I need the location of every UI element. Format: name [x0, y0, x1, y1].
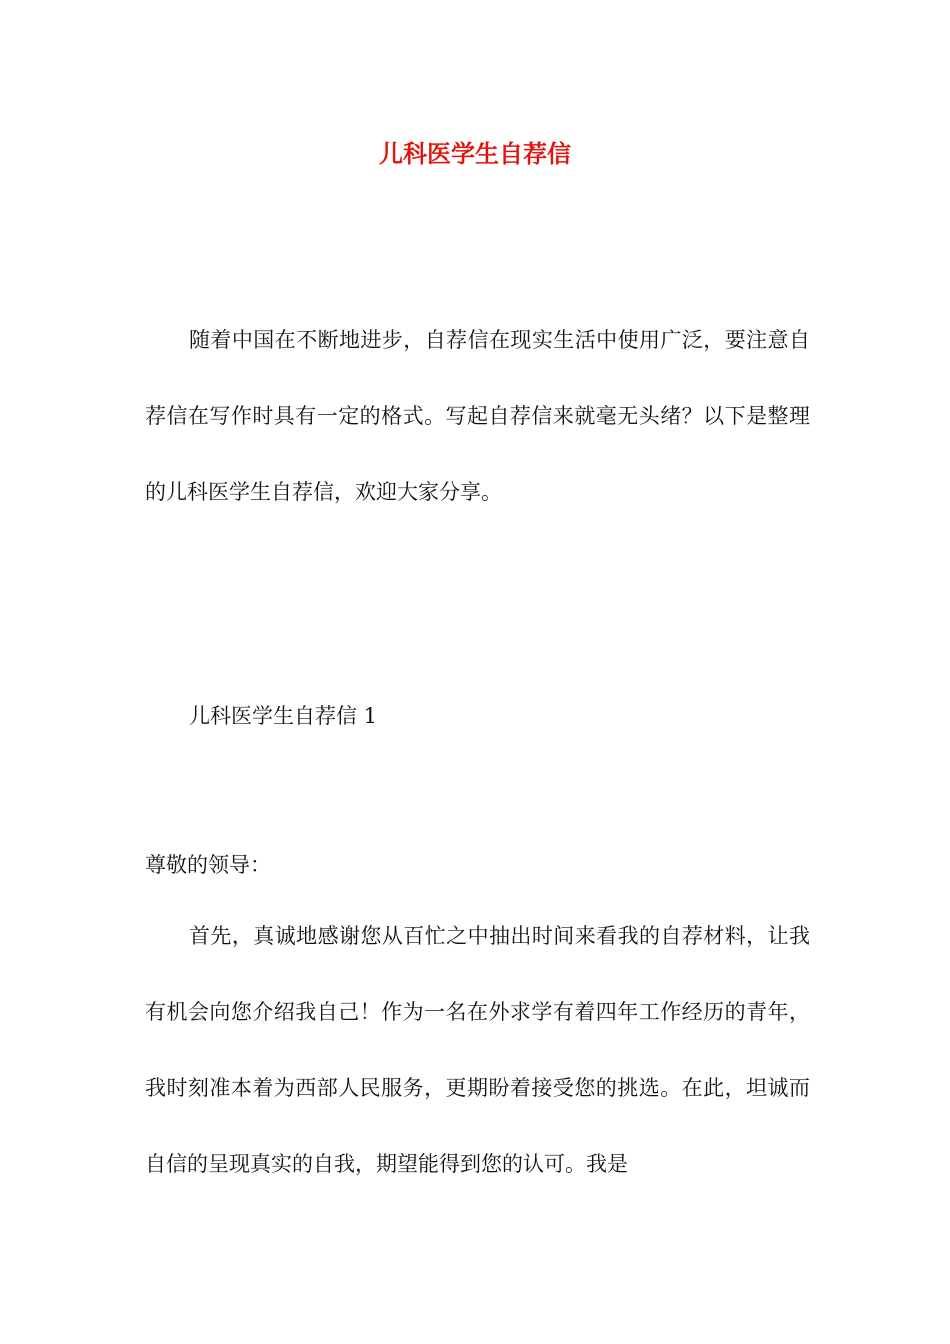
- document-title: 儿科医学生自荐信: [379, 140, 571, 168]
- section-heading: 儿科医学生自荐信 1: [189, 704, 378, 728]
- salutation: 尊敬的领导：: [145, 853, 271, 877]
- intro-paragraph: 随着中国在不断地进步，自荐信在现实生活中使用广泛，要注意自荐信在写作时具有一定的格式。写起自荐信来就毫无头绪？以下是整理的儿科医学生自荐信，欢迎大家分享。: [145, 328, 810, 504]
- body-paragraph: 首先，真诚地感谢您从百忙之中抽出时间来看我的自荐材料，让我有机会向您介绍我自己！作为一名在外求学有着四年工作经历的青年，我时刻准本着为西部人民服务，更期盼着接受您的挑选。在此，坦诚而自信的呈现真实的自我，期望能得到您的认可。我是: [145, 924, 810, 1176]
